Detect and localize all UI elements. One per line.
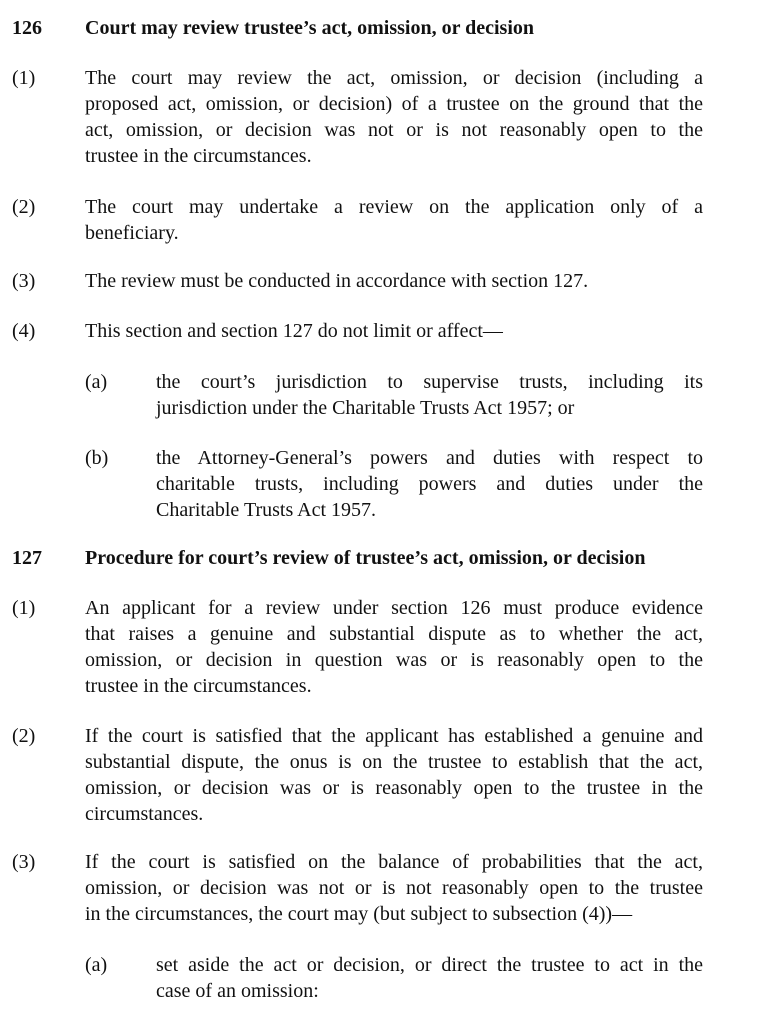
text-line: substantial dispute, the onus is on the trustee to establish that the act, xyxy=(85,751,703,773)
subsection-text xyxy=(85,194,703,246)
text-line: beneficiary. xyxy=(85,222,179,244)
section-title: Court may review trustee’s act, omission, or decision xyxy=(85,17,535,39)
text-line: If the court is satisfied that the applicant has established a genuine and xyxy=(85,725,703,747)
text-line: the court’s jurisdiction to supervise trusts, including its xyxy=(156,371,703,393)
text-line: omission, or decision in question was or is reasonably open to the xyxy=(85,649,703,671)
text-line: The court may review the act, omission, or decision (including a xyxy=(85,67,703,89)
subsection-text xyxy=(85,268,703,294)
subsection-text xyxy=(85,318,703,344)
text-line: omission, or decision was or is reasonably open to the trustee in the xyxy=(85,777,703,799)
text-line: charitable trusts, including powers and duties under the xyxy=(156,473,703,495)
text-line: trustee in the circumstances. xyxy=(85,675,312,697)
section-number: 126 xyxy=(12,17,42,39)
paragraph-text xyxy=(156,952,703,1004)
text-line: This section and section 127 do not limit or affect— xyxy=(85,320,503,342)
subsection-label: (1) xyxy=(12,67,36,89)
subsection-label: (1) xyxy=(12,597,36,619)
paragraph-text xyxy=(156,369,703,421)
text-line: that raises a genuine and substantial dispute as to whether the act, xyxy=(85,623,703,645)
text-line: Charitable Trusts Act 1957. xyxy=(156,499,377,521)
section-number: 127 xyxy=(12,547,42,569)
text-line: The review must be conducted in accordance with section 127. xyxy=(85,270,589,292)
paragraph-label: (b) xyxy=(85,447,109,469)
paragraph-label: (a) xyxy=(85,371,108,393)
subsection-label: (4) xyxy=(12,320,36,342)
paragraph-text xyxy=(156,445,703,523)
text-line: trustee in the circumstances. xyxy=(85,145,312,167)
subsection-label: (2) xyxy=(12,196,36,218)
text-line: in the circumstances, the court may (but subject to subsection (4))— xyxy=(85,903,633,925)
subsection-label: (3) xyxy=(12,270,36,292)
text-line: If the court is satisfied on the balance of probabilities that the act, xyxy=(85,851,703,873)
subsection-label: (3) xyxy=(12,851,36,873)
section-title: Procedure for court’s review of trustee’s act, omission, or decision xyxy=(85,547,646,569)
subsection-label: (2) xyxy=(12,725,36,747)
text-line: jurisdiction under the Charitable Trusts Act 1957; or xyxy=(156,397,575,419)
text-line: case of an omission: xyxy=(156,980,319,1002)
subsection-text xyxy=(85,723,703,827)
text-line: omission, or decision was not or is not reasonably open to the trustee xyxy=(85,877,703,899)
subsection-text xyxy=(85,849,703,927)
subsection-text xyxy=(85,65,703,169)
text-line: set aside the act or decision, or direct the trustee to act in the xyxy=(156,954,703,976)
text-line: An applicant for a review under section 126 must produce evidence xyxy=(85,597,703,619)
subsection-text xyxy=(85,595,703,699)
text-line: circumstances. xyxy=(85,803,204,825)
text-line: act, omission, or decision was not or is not reasonably open to the xyxy=(85,119,703,141)
paragraph-label: (a) xyxy=(85,954,108,976)
text-line: the Attorney-General’s powers and duties with respect to xyxy=(156,447,703,469)
text-line: The court may undertake a review on the application only of a xyxy=(85,196,703,218)
text-line: proposed act, omission, or decision) of a trustee on the ground that the xyxy=(85,93,703,115)
